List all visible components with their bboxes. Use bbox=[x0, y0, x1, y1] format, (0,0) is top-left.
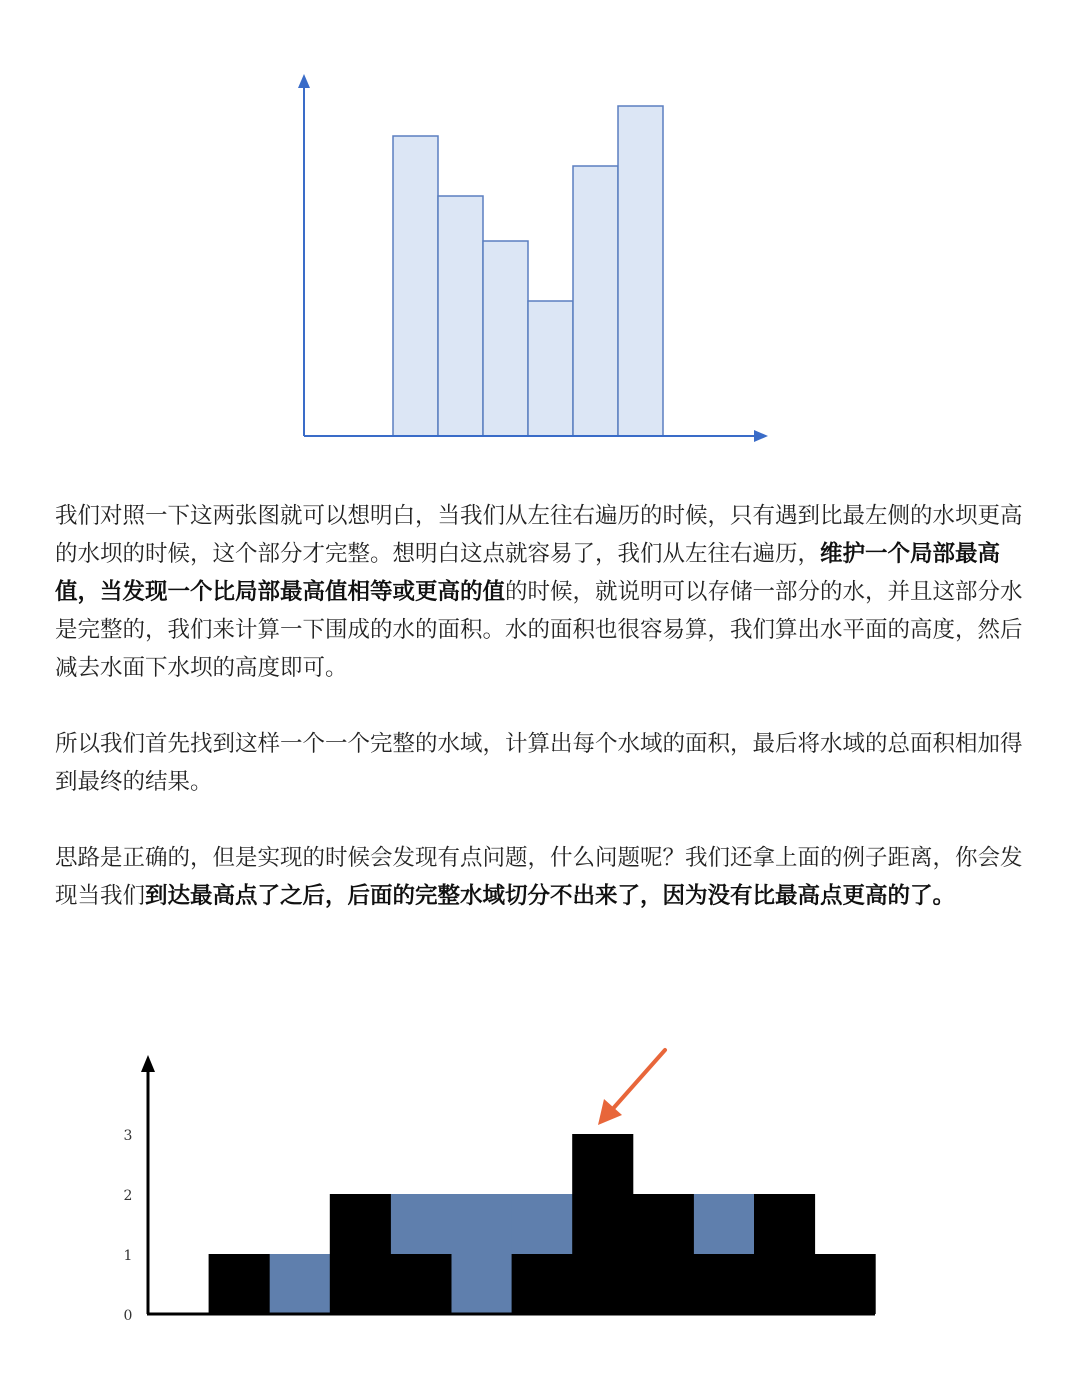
figure-monotonic-bars bbox=[0, 0, 1080, 470]
water-cell bbox=[693, 1194, 754, 1254]
elevation-block bbox=[330, 1194, 391, 1314]
figure-trapping-rain-water bbox=[0, 1040, 1080, 1382]
paragraph-1 bbox=[55, 497, 1025, 687]
water-cell bbox=[269, 1254, 330, 1314]
elevation-block bbox=[512, 1254, 573, 1314]
elevation-block bbox=[754, 1194, 815, 1314]
paragraph-2: 所以我们首先找到这样一个一个完整的水域，计算出每个水域的面积，最后将水域的总面积相加得到最终的结果。 bbox=[55, 731, 1023, 795]
elevation-block bbox=[209, 1254, 270, 1314]
p1-text-a: 我们对照一下这两张图就可以想明白，当我们从左往右遍历的时候，只有遇到比最左侧的水坝更高的水坝的时候，这个部分才完整。想明白这点就容易了，我们从左往右遍历， bbox=[55, 503, 1023, 567]
top-bars bbox=[393, 106, 663, 436]
paragraph-3 bbox=[55, 839, 1025, 915]
article-body bbox=[55, 497, 1025, 915]
p1-text-b: 的时候，就说明可以存储一部分的水，并且这部分水是完整的，我们来计算一下围成的水的面积。水的面积也很容易算，我们算出水平面的高度，然后减去水面下水坝的高度即可。 bbox=[55, 579, 1023, 681]
p1-bold: 维护一个局部最高值，当发现一个比局部最高值相等或更高的值 bbox=[55, 541, 1001, 605]
elevation-block bbox=[815, 1254, 876, 1314]
water-cell bbox=[451, 1194, 512, 1314]
y-tick-3: 3 bbox=[123, 1128, 133, 1144]
elevation-block bbox=[633, 1194, 694, 1314]
y-axis-arrowhead bbox=[141, 1055, 155, 1072]
top-bar bbox=[573, 166, 618, 436]
water-cell bbox=[512, 1194, 573, 1254]
top-bar bbox=[483, 241, 528, 436]
elevation-block bbox=[390, 1254, 451, 1314]
y-tick-1: 1 bbox=[123, 1248, 133, 1264]
water-cell bbox=[390, 1194, 451, 1254]
p3-bold: 到达最高点了之后，后面的完整水域切分不出来了，因为没有比最高点更高的了。 bbox=[145, 883, 956, 909]
top-y-axis-arrowhead bbox=[298, 74, 310, 88]
y-tick-0: 0 bbox=[123, 1308, 133, 1324]
top-bar bbox=[618, 106, 663, 436]
p3-text-a: 思路是正确的，但是实现的时候会发现有点问题，什么问题呢？我们还拿上面的例子距离，你会发现当我们 bbox=[55, 845, 1023, 909]
pointer-arrow-shaft bbox=[610, 1050, 665, 1112]
top-x-axis-arrowhead bbox=[754, 430, 768, 442]
elevation-block bbox=[572, 1134, 633, 1314]
elevation-block bbox=[693, 1254, 754, 1314]
top-bar bbox=[438, 196, 483, 436]
y-tick-2: 2 bbox=[123, 1188, 133, 1204]
top-bar bbox=[393, 136, 438, 436]
top-bar bbox=[528, 301, 573, 436]
